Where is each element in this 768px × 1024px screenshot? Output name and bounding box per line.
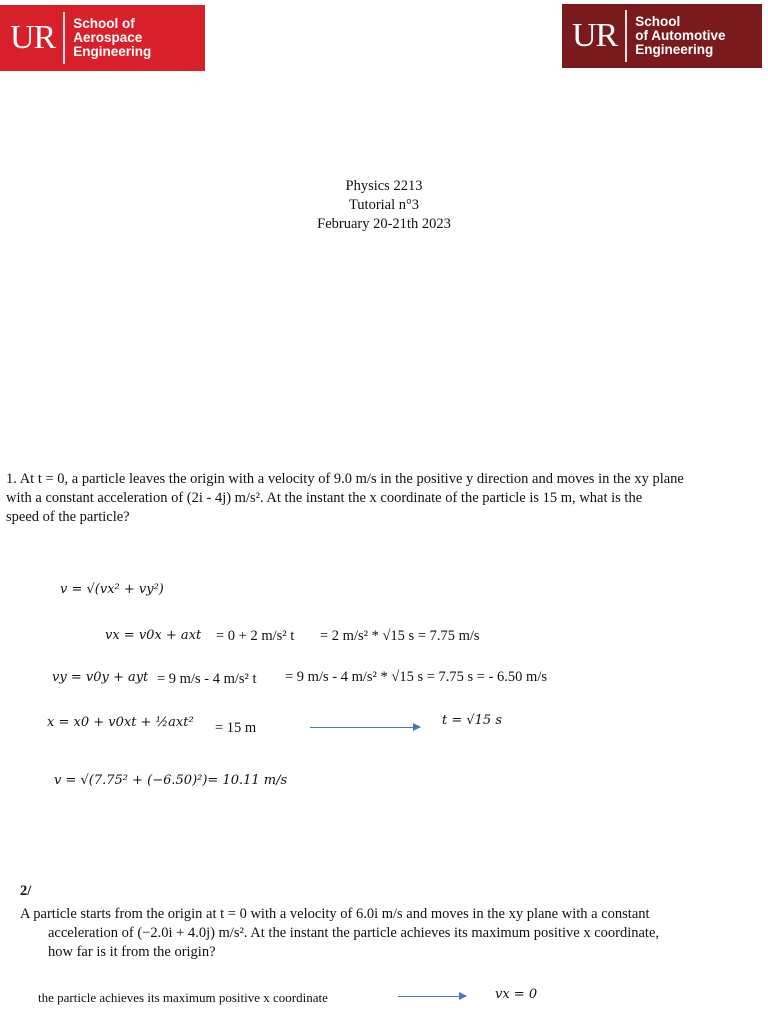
vx-substitution: = 0 + 2 m/s² t [216,628,295,644]
problem2-line2: acceleration of (−2.0i + 4.0j) m/s². At the instant the particle achieves its maximum positive x coordinate, [48,925,660,941]
vy-formula: vy = v0y + ayt [52,670,149,685]
tutorial-number: Tutorial n°3 [348,197,420,213]
problem1-line1: 1. At t = 0, a particle leaves the origin with a velocity of 9.0 m/s in the positive y direction and moves in the xy plane [6,471,684,487]
final-speed-equation: v = √(7.75² + (−6.50)²)= 10.11 m/s [54,773,288,788]
x-position-value: = 15 m [215,720,257,736]
speed-equation: v = √(vx² + vy²) [60,582,164,597]
implies-arrow [398,996,466,997]
vy-result: = 9 m/s - 4 m/s² * √15 s = 7.75 s = - 6.50 m/s [285,669,548,685]
ur-logo-mark: UR [0,12,65,64]
problem1-line2: with a constant acceleration of (2i - 4j) m/s². At the instant the x coordinate of the particle is 15 m, what is the [6,490,643,506]
document-header [0,177,768,234]
vx-result: = 2 m/s² * √15 s = 7.75 m/s [320,628,480,644]
problem2-line3: how far is it from the origin? [48,944,216,960]
aerospace-school-name: School of Aerospace Engineering [73,16,152,59]
problem2-line1: A particle starts from the origin at t = 0 with a velocity of 6.0i m/s and moves in the xy plane with a constant [20,906,650,922]
vy-substitution: = 9 m/s - 4 m/s² t [157,671,257,687]
problem2-note: the particle achieves its maximum positive x coordinate [38,990,328,1005]
problem1-statement [6,470,766,527]
time-result: t = √15 s [442,713,503,728]
problem1-line3: speed of the particle? [6,509,130,525]
ur-logo-mark: UR [562,10,627,62]
automotive-school-name: School of Automotive Engineering [635,14,726,57]
tutorial-date: February 20-21th 2023 [317,216,451,232]
automotive-school-logo [562,4,762,68]
problem2-statement [20,905,760,962]
vx-zero-result: vx = 0 [495,987,538,1002]
aerospace-school-logo [0,5,205,71]
problem2-number: 2/ [20,883,32,899]
course-title: Physics 2213 [345,178,423,194]
implies-arrow [310,727,420,728]
x-position-formula: x = x0 + v0xt + ½axt² [47,715,194,730]
vx-formula: vx = v0x + axt [105,628,202,643]
